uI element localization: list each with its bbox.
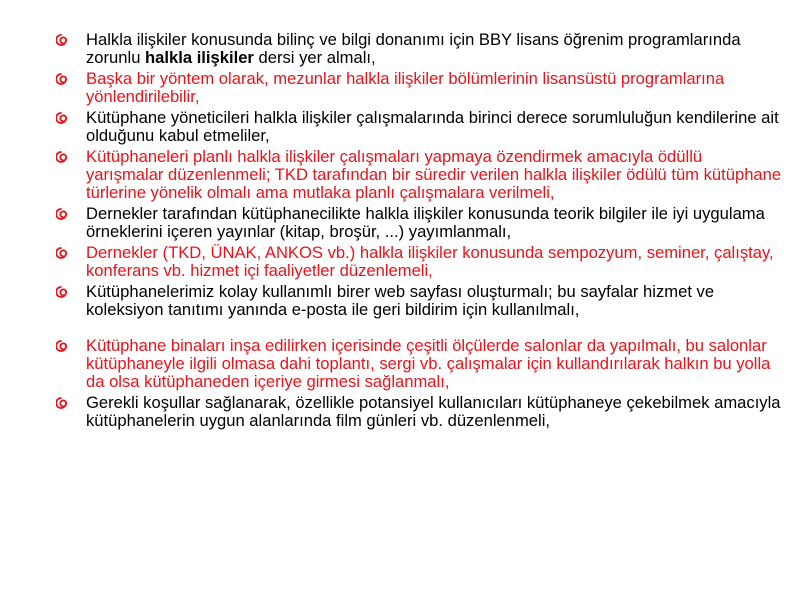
bullet-item: [56, 394, 782, 430]
swirl-icon: [56, 72, 70, 86]
bullet-text-bold: halkla ilişkiler: [145, 48, 254, 67]
bullet-list: [56, 31, 782, 433]
swirl-icon: [56, 150, 70, 164]
swirl-icon: [56, 285, 70, 299]
bullet-item: [56, 205, 782, 241]
bullet-text: Kütüphanelerimiz kolay kullanımlı birer web sayfası oluşturmalı; bu sayfalar hizmet ve koleksiyon tanıtımı yanında e-posta ile geri bildirim için kullanılmalı,: [86, 282, 715, 319]
bullet-item: [56, 70, 782, 106]
bullet-text: Dernekler tarafından kütüphanecilikte halkla ilişkiler konusunda teorik bilgiler ile iyi uygulama örneklerini içeren yayınlar (kitap, broşür, ...) yayımlanmalı,: [86, 204, 765, 241]
bullet-item: [56, 31, 782, 67]
swirl-icon: [56, 339, 70, 353]
swirl-icon: [56, 33, 70, 47]
bullet-item: [56, 148, 782, 202]
bullet-text: Dernekler (TKD, ÜNAK, ANKOS vb.) halkla ilişkiler konusunda sempozyum, seminer, çalıştay, konferans vb. hizmet içi faaliyetler düzenlemeli,: [86, 243, 774, 280]
bullet-item: [56, 283, 782, 319]
bullet-text: Başka bir yöntem olarak, mezunlar halkla ilişkiler bölümlerinin lisansüstü programlarına yönlendirilebilir,: [86, 69, 725, 106]
swirl-icon: [56, 207, 70, 221]
bullet-item: [56, 244, 782, 280]
swirl-icon: [56, 111, 70, 125]
bullet-text: Kütüphane binaları inşa edilirken içerisinde çeşitli ölçülerde salonlar da yapılmalı, bu salonlar kütüphaneyle ilgili olmasa dahi toplantı, sergi vb. çalışmalar için kullandırılarak halkın bu yolla da olsa kütüphaneden içeriye girmesi sağlanmalı,: [86, 336, 771, 391]
bullet-text: Kütüphaneleri planlı halkla ilişkiler çalışmaları yapmaya özendirmek amacıyla ödüllü yarışmalar düzenlenmeli; TKD tarafından bir süredir verilen halkla ilişkiler ödülü tüm kütüphane türlerine yönelik olmalı ama mutlaka planlı çalışmalara verilmeli,: [86, 147, 782, 202]
bullet-text: Gerekli koşullar sağlanarak, özellikle potansiyel kullanıcıları kütüphaneye çekebilmek amacıyla kütüphanelerin uygun alanlarında film günleri vb. düzenlenmeli,: [86, 393, 781, 430]
swirl-icon: [56, 246, 70, 260]
swirl-icon: [56, 396, 70, 410]
bullet-text: Halkla ilişkiler konusunda bilinç ve bilgi donanımı için BBY lisans öğrenim programlarında zorunlu: [86, 30, 741, 67]
bullet-item: [56, 337, 782, 391]
bullet-text: dersi yer almalı,: [253, 48, 376, 67]
bullet-item: [56, 109, 782, 145]
bullet-text: Kütüphane yöneticileri halkla ilişkiler çalışmalarında birinci derece sorumluluğun kendilerine ait olduğunu kabul etmeliler,: [86, 108, 779, 145]
